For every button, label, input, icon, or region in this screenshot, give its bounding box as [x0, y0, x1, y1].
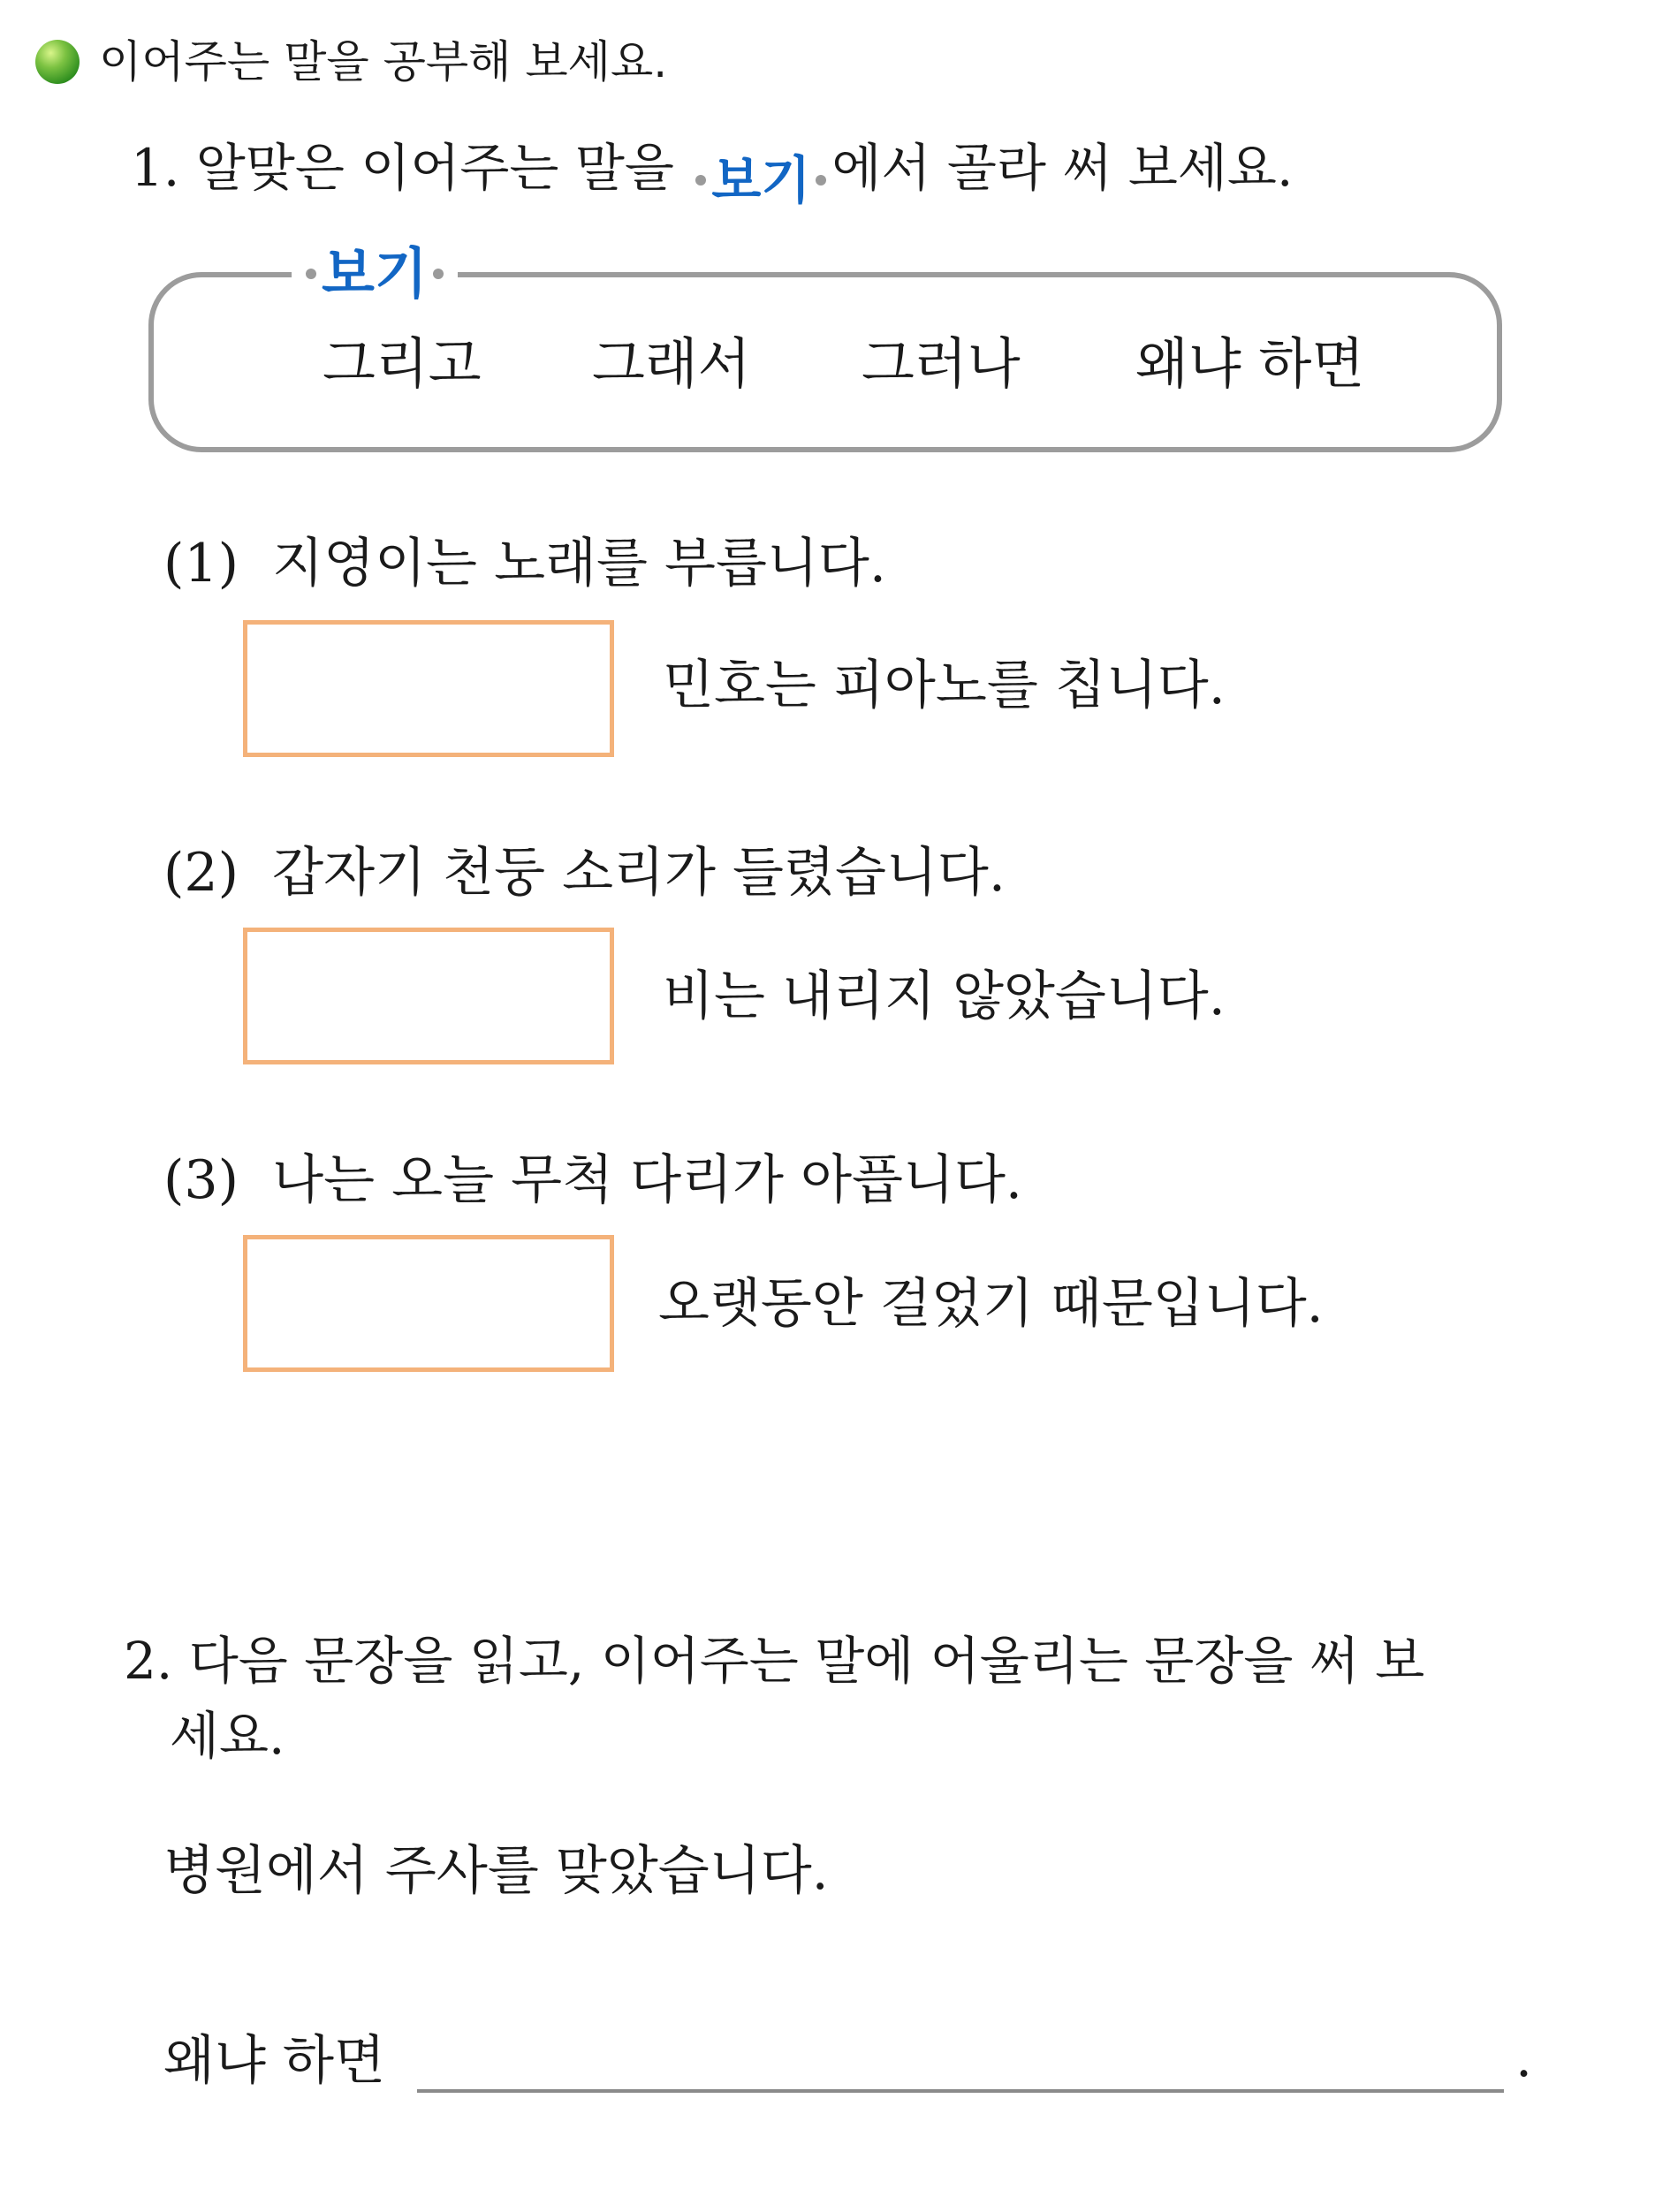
choice-word: 그러나: [862, 331, 1021, 396]
instruction-text: 이어주는 말을 공부해 보세요.: [99, 36, 668, 87]
dot-icon: [695, 175, 706, 186]
item-continuation: 비는 내리지 않았습니다.: [663, 966, 1226, 1027]
item-number: (3): [163, 1149, 239, 1211]
question-2-end-punct: .: [1515, 2027, 1533, 2089]
dot-icon: [306, 269, 316, 279]
item-sentence: 지영이는 노래를 부릅니다.: [272, 533, 886, 595]
bogi-inline-text: 보기: [711, 150, 811, 210]
item-1-sentence: [163, 530, 886, 597]
question-1-prompt: [131, 137, 1293, 211]
question-2-answer-line[interactable]: [417, 2036, 1504, 2093]
choice-word: 그리고: [323, 331, 482, 396]
dot-icon: [433, 269, 444, 279]
item-3-sentence: [163, 1147, 1022, 1214]
question-2-sentence: 병원에서 주사를 맞았습니다.: [163, 1840, 829, 1902]
answer-box-1[interactable]: [243, 620, 614, 757]
choice-word: 왜냐 하면: [1135, 331, 1365, 396]
instruction: [35, 35, 667, 88]
item-number: (2): [163, 842, 239, 904]
question-1-suffix: 에서 골라 써 보세요.: [831, 138, 1294, 198]
item-2-sentence: [163, 839, 1006, 906]
question-2-connector: 왜냐 하면: [163, 2030, 385, 2092]
question-2-prompt-line2: 세요.: [170, 1706, 285, 1766]
item-continuation: 오랫동안 걸었기 때문입니다.: [658, 1273, 1324, 1335]
choice-word: 그래서: [592, 331, 751, 396]
question-2-prompt-line1: 2. 다음 문장을 읽고, 이어주는 말에 어울리는 문장을 써 보: [124, 1631, 1425, 1691]
item-continuation: 민호는 피아노를 칩니다.: [663, 655, 1226, 716]
bogi-inline-label: [690, 149, 831, 211]
example-box-title: [292, 239, 458, 309]
item-sentence: 나는 오늘 무척 다리가 아픕니다.: [272, 1149, 1022, 1211]
dot-icon: [816, 175, 826, 186]
item-number: (1): [163, 533, 239, 595]
answer-box-2[interactable]: [243, 928, 614, 1064]
answer-box-3[interactable]: [243, 1235, 614, 1372]
green-bullet-icon: [35, 40, 80, 84]
item-sentence: 갑자기 천둥 소리가 들렸습니다.: [272, 842, 1006, 904]
example-box-title-text: 보기: [322, 241, 428, 306]
question-1-prefix: 1. 알맞은 이어주는 말을: [131, 138, 674, 198]
